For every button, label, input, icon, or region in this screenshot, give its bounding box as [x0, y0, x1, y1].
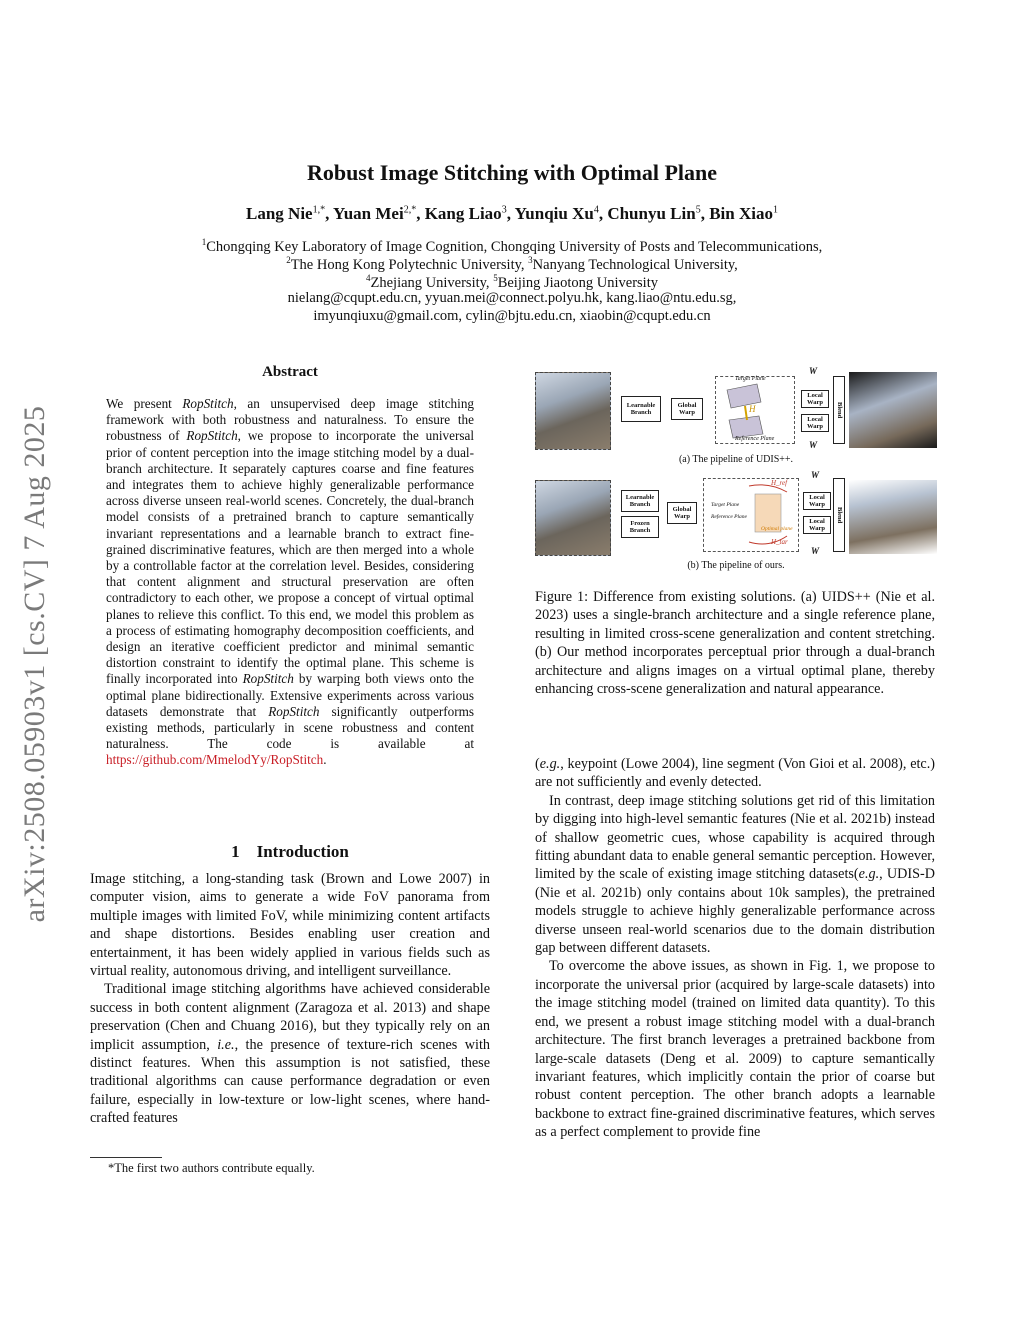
- result-image-a: [849, 372, 937, 448]
- paragraph: Traditional image stitching algorithms have achieved considerable success in both content alignment (Zaragoza et al. 2013) and shape preservation (Chen and Chuang 2016), but they typically rely on an implicit assumption, i.e., the presence of texture-rich scenes with distinct features. When this assumption is not satisfied, these traditional algorithms can cause performance degradation or even failure, especially in low-texture or low-light scenes, where hand-crafted features: [90, 981, 490, 1127]
- reference-plane-label: Reference Plane: [711, 514, 747, 520]
- w-label: W: [809, 366, 818, 376]
- global-warp-box: Global Warp: [667, 502, 697, 524]
- subcaption-a: (a) The pipeline of UDIS++.: [678, 454, 794, 465]
- blend-box: Blend: [833, 478, 845, 552]
- section-heading: 1 Introduction: [231, 842, 349, 861]
- paragraph: To overcome the above issues, as shown in Fig. 1, we propose to incorporate the universal prior (acquired by large-scale datasets) into the image stitching model (trained on limited data quantity). To this end, we present a robust image stitching model with a dual-branch architecture. The first branch leverages a pretrained backbone from large-scale datasets (Deng et al. 2009) to capture semantically invariant features, which implicitly contain the prior of coarse but robust content perception. The other branch adopts a learnable backbone to extract fine-grained discriminative features, which serves as a perfect complement to provide fine: [535, 958, 935, 1141]
- author: Yuan Mei: [332, 204, 404, 223]
- local-warp-box: Local Warp: [801, 414, 829, 432]
- local-warp-box: Local Warp: [803, 492, 831, 510]
- paper-title: Robust Image Stitching with Optimal Plane: [306, 160, 718, 185]
- code-link[interactable]: https://github.com/MmelodYy/RopStitch: [106, 752, 324, 768]
- paragraph: In contrast, deep image stitching solutions get rid of this limitation by digging into high-level semantic features (Nie et al. 2021b) instead of shallow geometric cues, whose capability is acquired through fitting abundant data to enable general semantic perception. However, limited by the scale of existing image stitching datasets(e.g., UDIS-D (Nie et al. 2021b) only contains about 10k samples), the pretrained models struggle to achieve highly generalizable performance across diverse unseen real-world scenarios due to the domain distribution gap between different datasets.: [535, 792, 936, 957]
- author: Yunqiu Xu: [514, 204, 594, 223]
- h-tar-label: H_tar: [771, 538, 788, 546]
- target-plane-label: Target Plane: [711, 502, 740, 508]
- affiliation-line: $^1$Chongqing Key Laboratory of Image Cognition, Chongqing University of Posts and Telecommunications,: [201, 237, 823, 255]
- learnable-branch-box: Learnable Branch: [621, 490, 659, 512]
- author: Bin Xiao: [709, 204, 773, 223]
- left-column-body: [90, 870, 490, 1128]
- h-ref-label: H_ref: [771, 479, 788, 487]
- affiliation-line: $^2$The Hong Kong Polytechnic University, $^3$Nanyang Technological University,: [286, 255, 738, 273]
- w-label: W: [809, 440, 818, 450]
- email-line: imyunqiuxu@gmail.com, cylin@bjtu.edu.cn, xiaobin@cqupt.edu.cn: [313, 308, 711, 324]
- paragraph: (e.g., keypoint (Lowe 2004), line segment (Von Gioi et al. 2008), etc.) are not sufficiently and evenly detected.: [535, 756, 935, 791]
- affiliation-line: $^4$Zhejiang University, $^5$Beijing Jiaotong University: [366, 273, 658, 291]
- arxiv-stamp: arXiv:2508.05903v1 [cs.CV] 7 Aug 2025: [18, 405, 51, 923]
- frozen-branch-box: Frozen Branch: [621, 516, 659, 538]
- footnote: *The first two authors contribute equally.: [108, 1161, 315, 1175]
- author: Chunyu Lin: [607, 204, 696, 223]
- right-column-body: [535, 755, 935, 1142]
- h-label: H: [749, 404, 756, 414]
- target-plane-label: Target Plane: [735, 376, 766, 382]
- figure-caption: Figure 1: Difference from existing solutions. (a) UIDS++ (Nie et al. 2023) uses a single-branch architecture and a single reference plane, resulting in limited cross-scene generalization and content stretching. (b) Our method incorporates perceptual prior through a dual-branch architecture and aligns images on a virtual optimal plane, thereby enhancing cross-scene generalization and natural appearance.: [535, 589, 935, 698]
- local-warp-box: Local Warp: [803, 516, 831, 534]
- optimal-plane-label: Optimal plane: [761, 526, 793, 532]
- local-warp-box: Local Warp: [801, 390, 829, 408]
- footnote-rule: [90, 1157, 162, 1158]
- author: Kang Liao: [424, 204, 502, 223]
- blend-box: Blend: [833, 376, 845, 444]
- learnable-branch-box: Learnable Branch: [621, 396, 661, 422]
- paragraph: Image stitching, a long-standing task (Brown and Lowe 2007) in computer vision, aims to generate a wide FoV panorama from multiple images with limited FoV, while minimizing content artifacts and shape distortions. Besides enabling user creation and entertainment, it has been widely applied in various fields such as virtual reality, autonomous driving, and intelligent surveillance.: [90, 871, 490, 980]
- w-label: W: [811, 470, 820, 480]
- result-image-b: [849, 480, 937, 554]
- global-warp-box: Global Warp: [671, 398, 703, 420]
- author: Lang Nie: [246, 204, 313, 223]
- w-label: W: [811, 546, 820, 556]
- abstract-heading: Abstract: [262, 364, 318, 380]
- input-images-b: [535, 480, 611, 556]
- subcaption-b: (b) The pipeline of ours.: [687, 560, 785, 571]
- figure-1: [535, 366, 937, 576]
- abstract-body: We present RopStitch, an unsupervised deep image stitching framework with both robustness and naturalness. To ensure the robustness of RopStitch, we propose to incorporate the universal prior of content perception into the image stitching model by a dual-branch architecture. It separately captures coarse and fine features and integrates them to achieve highly generalizable performance across diverse unseen real-world scenes. Concretely, the dual-branch model consists of a pretrained branch to capture semantically invariant representations and a learnable branch to extract fine-grained discriminative features, which are then merged into a whole by a controllable factor at the correlation level. Besides, considering that content alignment and structural preservation are often contradictory to each other, we propose a concept of virtual optimal planes to relieve this conflict. To this end, we model this problem as a process of estimating homography decomposition coefficients, and design an iterative coefficient predictor and minimal semantic distortion constraint to identify the optimal plane. This scheme is finally incorporated into RopStitch by warping both views onto the optimal plane bidirectionally. Extensive experiments across various datasets demonstrate that RopStitch significantly outperforms existing methods, particularly in scene robustness and content naturalness. The code is available at https://github.com/MmelodYy/RopStitch.: [106, 396, 475, 768]
- author-list: Lang Nie$^{1,*}$, Yuan Mei$^{2,*}$, Kang Liao$^3$, Yunqiu Xu$^4$, Chunyu Lin$^5$, Bin Xiao$^1$: [246, 204, 778, 223]
- reference-plane-label: Reference Plane: [735, 436, 775, 442]
- email-line: nielang@cqupt.edu.cn, yyuan.mei@connect.polyu.hk, kang.liao@ntu.edu.sg,: [287, 290, 737, 306]
- input-images-a: [535, 372, 611, 450]
